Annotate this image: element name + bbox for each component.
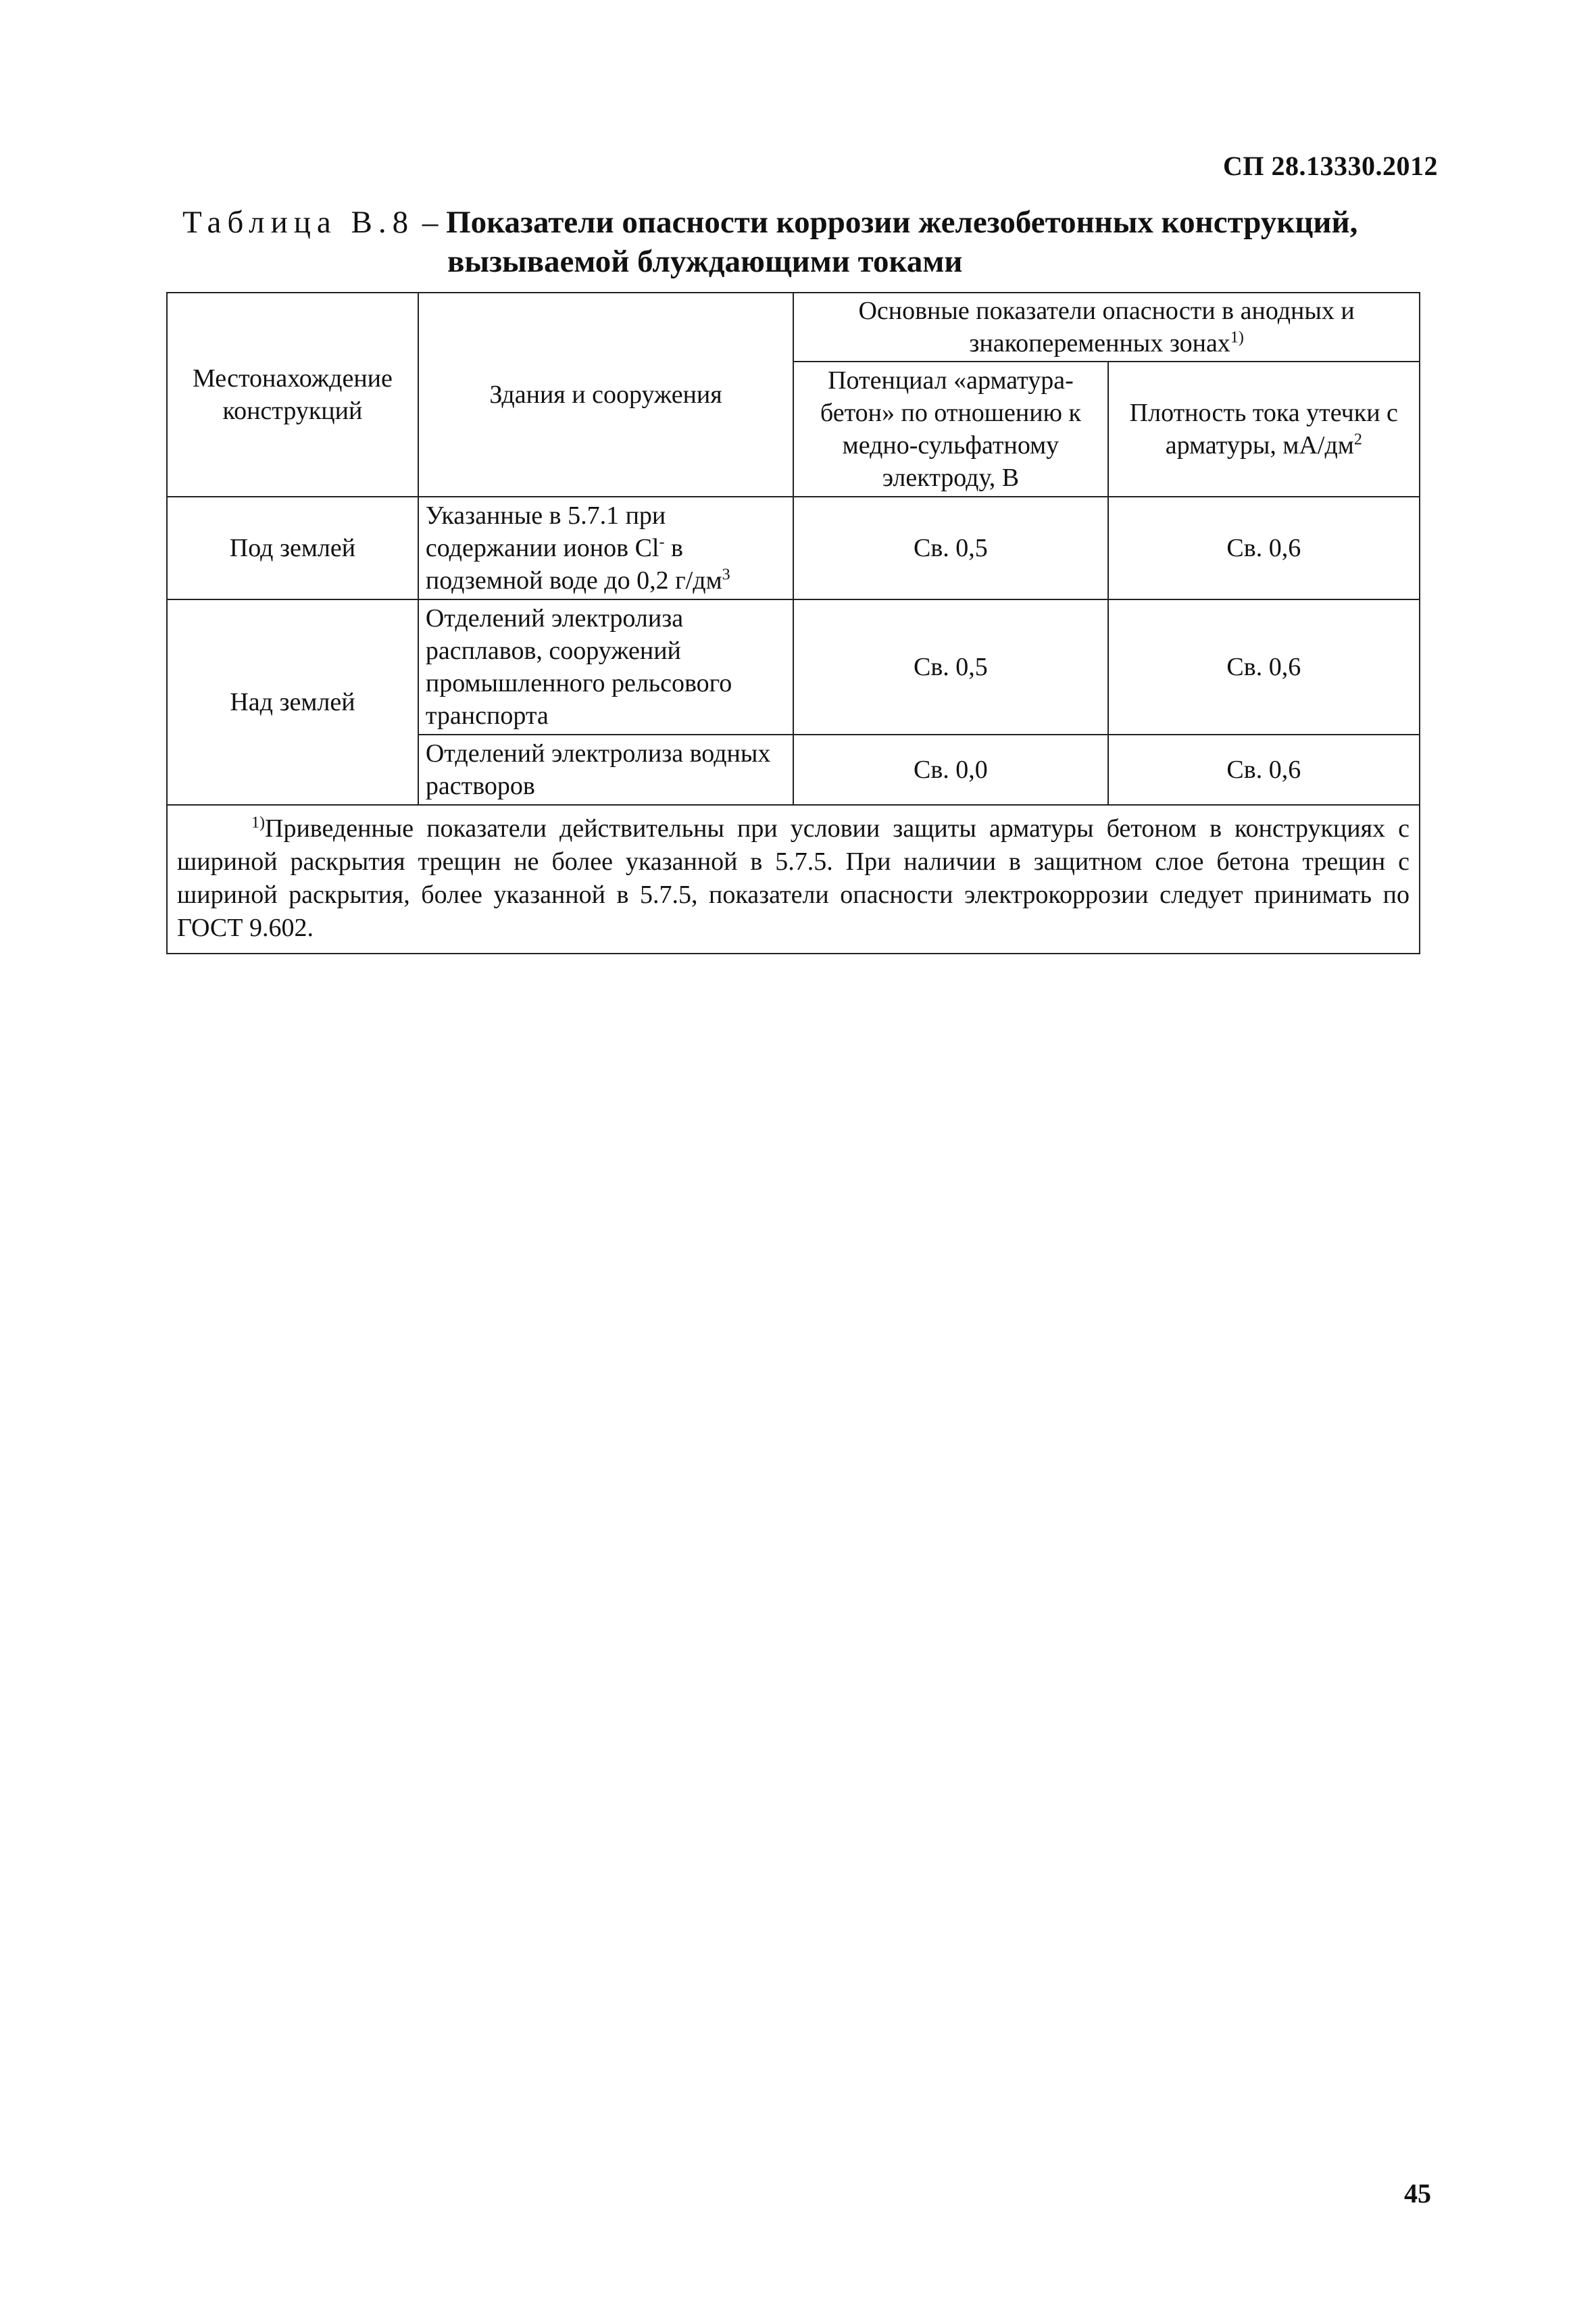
- document-code: СП 28.13330.2012: [1223, 151, 1438, 181]
- footnote-cell: [167, 805, 1420, 954]
- cell-building: Отделений электролиза водных растворов: [418, 735, 793, 805]
- header-buildings: Здания и сооружения: [418, 293, 793, 497]
- footnote-text: Приведенные показатели действительны при условии защиты арматуры бетоном в конструкциях с шириной раскрытия трещин не более указанной в 5.7.5. При наличии в защитном слое бетона трещин с шириной раскрытия, более указанной в 5.7.5, показатели опасности электрокоррозии следует принимать по ГОСТ 9.602.: [177, 814, 1410, 942]
- page-number: 45: [1404, 2178, 1431, 2209]
- cell-current-density: Св. 0,6: [1108, 735, 1420, 805]
- table-row: [167, 599, 1420, 735]
- corrosion-table: [166, 292, 1420, 954]
- caption-label: Таблица В.8: [182, 205, 415, 240]
- caption-line-1: [182, 203, 1453, 242]
- superscript: 3: [722, 566, 730, 584]
- cell-building: Отделений электролиза расплавов, сооружений промышленного рельсового транспорта: [418, 599, 793, 735]
- header-row-1: [167, 293, 1420, 362]
- header-indicators-group: [793, 293, 1420, 362]
- superscript: 2: [1353, 430, 1362, 449]
- cell-potential: Св. 0,5: [793, 599, 1107, 735]
- caption-line-2: вызываемой блуждающими токами: [447, 244, 963, 279]
- cell-location: Под землей: [167, 497, 418, 599]
- cell-potential: Св. 0,0: [793, 735, 1107, 805]
- cell-potential: Св. 0,5: [793, 497, 1107, 599]
- header-current-density: [1108, 362, 1420, 497]
- header-current-density-text: Плотность тока утечки с арматуры, мА/дм: [1129, 399, 1398, 460]
- header-indicators-text: Основные показатели опасности в анодных и знакопеременных зонах: [858, 297, 1355, 358]
- building-text-b: в подземной воде до 0,2 г/дм: [425, 534, 722, 595]
- cell-current-density: Св. 0,6: [1108, 497, 1420, 599]
- table-row: [167, 497, 1420, 599]
- footnote-ref: 1): [1230, 328, 1244, 347]
- building-text-a: Указанные в 5.7.1 при содержании ионов Cl: [425, 501, 666, 562]
- caption-title: Показатели опасности коррозии железобетонных конструкций,: [446, 205, 1358, 240]
- caption-dash: –: [414, 205, 447, 240]
- footnote-marker: 1): [251, 814, 265, 832]
- cell-current-density: Св. 0,6: [1108, 599, 1420, 735]
- header-potential: Потенциал «арматура-бетон» по отношению к медно-сульфатному электроду, В: [793, 362, 1107, 497]
- table-caption: [182, 203, 1453, 281]
- superscript: -: [659, 533, 665, 551]
- cell-building: [418, 497, 793, 599]
- footnote-row: [167, 805, 1420, 954]
- cell-location: Над землей: [167, 599, 418, 805]
- header-location: Местонахождение конструкций: [167, 293, 418, 497]
